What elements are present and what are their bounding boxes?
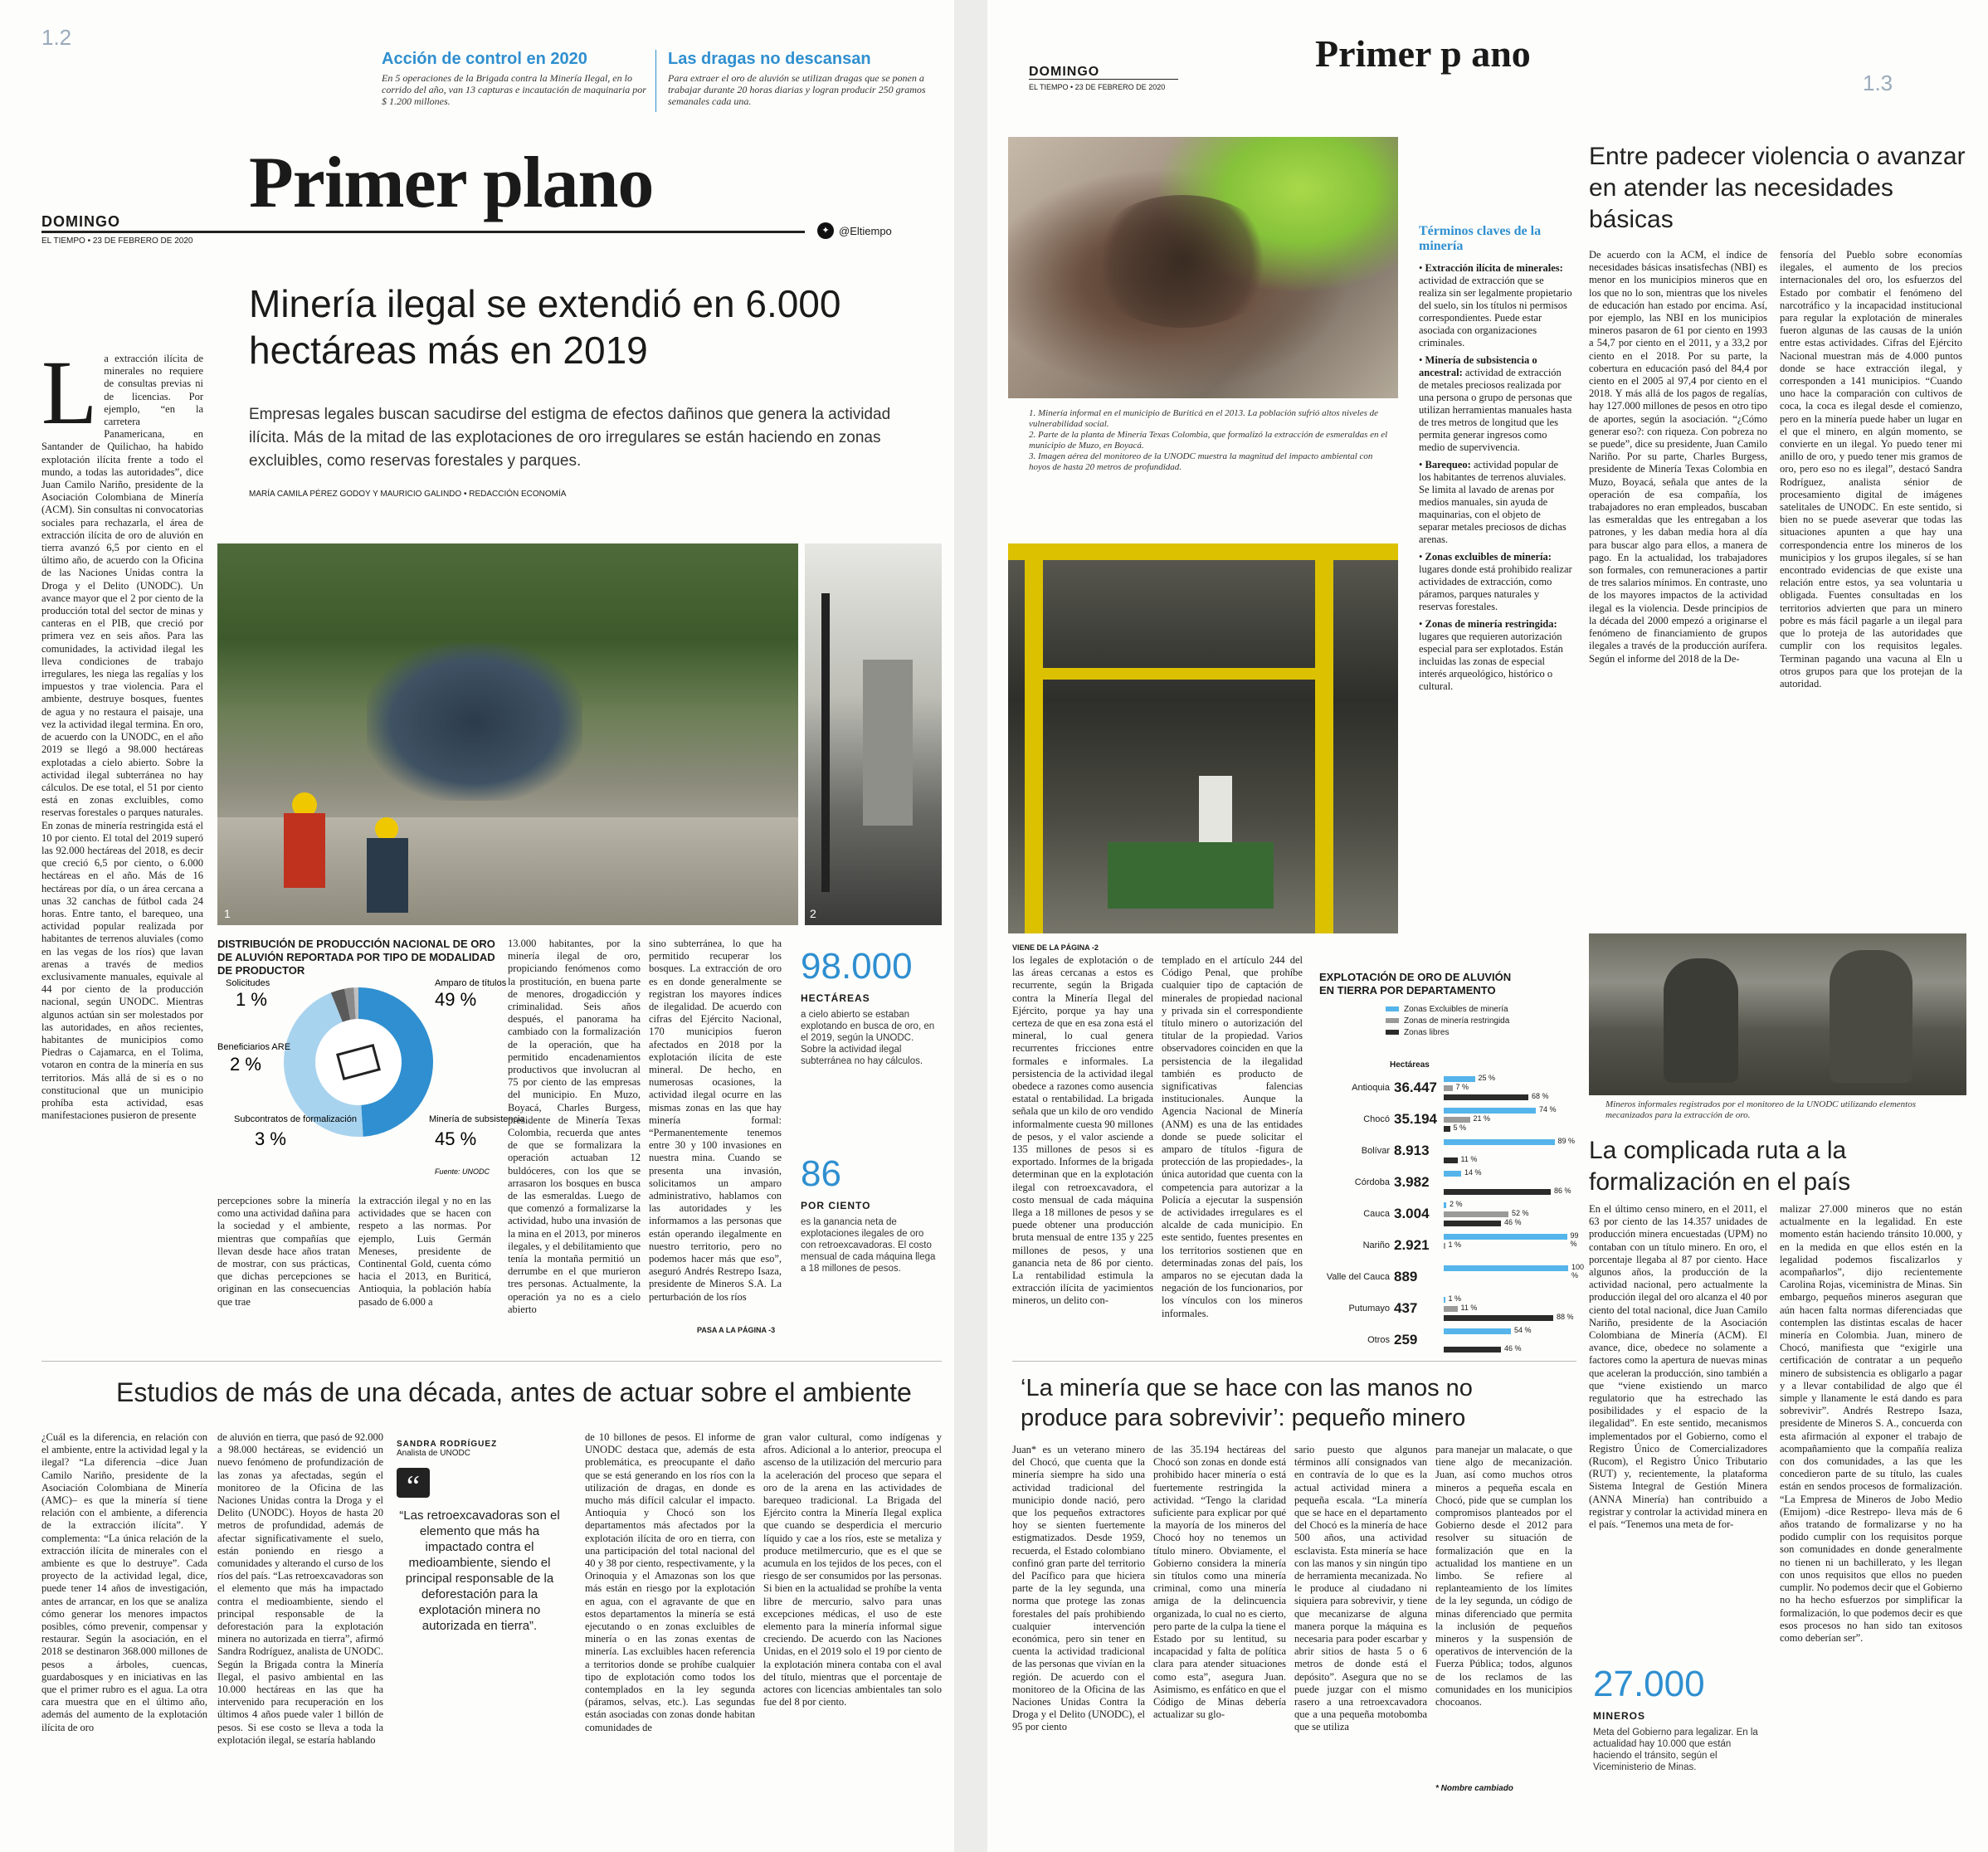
glossary-item: • Zonas de minería restringida: lugares que requieren autorización especial para ser explotados. Están incluidas las zonas de especial interés arqueológico, histórico o cultural. bbox=[1419, 618, 1563, 692]
bar-dept-label: Valle del Cauca bbox=[1326, 1272, 1390, 1282]
teaser-control[interactable] bbox=[382, 50, 647, 107]
bar-segment bbox=[1444, 1265, 1568, 1271]
quote-role: Analista de UNODC bbox=[397, 1449, 470, 1458]
bar-segment bbox=[1444, 1189, 1551, 1195]
pie-pct-amparo: 49 % bbox=[435, 989, 477, 1010]
glossary-item: • Barequeo: actividad popular de los habitantes de terrenos aluviales. Se limita al lavado de arenas por medios manuales, sin ayuda de maquinarias, con el objeto de separar metales preciosos de dichas arenas. bbox=[1419, 459, 1567, 545]
article-col5-text: sino subterránea, lo que ha permitido recuperar los bosques. La extracción de oro es en donde generalmente se registran los mayores índices de ilegalidad. De acuerdo con cifras del Ejército Nacional, 170 municipios fueron afectados en 2018 por la explotación ilícita de este mineral. De hecho, en numerosas ocasiones, la actividad ilegal ocurre en las mismas zonas en las que hay minería formal: “Permanentemente tenemos entre 30 y 100 invasiones en nuestra mina. Cuando se presenta una invasión, solicitamos un amparo administrativo, hablamos con las autoridades y les informamos a las personas que están operando ilegalmente en nuestro territorio, pero no podemos hacer más que eso”, aseguró Andrés Restrepo Isaza, presidente de Mineros S.A. La perturbación de los ríos bbox=[649, 938, 782, 1303]
bar-segment bbox=[1444, 1171, 1461, 1177]
bar-row bbox=[1319, 1231, 1579, 1265]
masthead-rule bbox=[41, 231, 805, 233]
side-col2-text: fensoría del Pueblo sobre economías ilegales, el aumento de los precios internacionales del oro, los esfuerzos del Estado por combatir el fenómeno del narcotráfico y la incapacidad institucional para regular la explotación de minerales fueron algunas de las causas de la unión entre estas actividades. Cifras del Ejército Nacional muestran más de 4.000 puntos donde se hace extracción ilegal, y corresponden a 141 municipios. “Cuando uno hace la comparación con cultivos de coca, la coca es ilegal desde el comienzo, pero en la minería puede haber un lugar en el que el minero, en algún momento, se convierte en un ilegal. Yo puedo tener mi anillo de oro, y puedo tener mis gramos de oro, pero eso no es ilegal”, destacó Sandra Rodríguez, analista sénior de procesamiento digital de imágenes satelitales de UNODC. En este sentido, si bien no se puede aseverar que todas las situaciones apunten a que hay una correspondencia entre los mineros de los municipios y los grupos ilegales, sí se han encontrado evidencias de que existe una relación entre estos, ya sea voluntaria u obligada. Fuentes consultadas en los territorios advierten que para un minero pobre es más fácil pagarle a un ilegal para que lo proteja de las autoridades que cumplir con los requisitos legales. Terminan pagando una vacuna al Eln u otros grupos para que los protejan de la autoridad. bbox=[1780, 249, 1962, 690]
photo-label-2: 2 bbox=[810, 907, 816, 920]
mid-column-1 bbox=[1012, 954, 1153, 1344]
side-col1-text: De acuerdo con la ACM, el índice de necesidades básicas insatisfechas (NBI) es menor en los municipios mineros que en los que no lo son, mientras que los niveles de educación han estado por encima. Así, por ejemplo, las NBI en los municipios mineros pasaron de 61 por ciento en 1993 a 54,7 por ciento en el 2011, y a 33,2 por ciento en el 2018. Por su parte, la cobertura en educación pasó del 84,4 por ciento en el 2005 al 97,4 por ciento en el 2018. Y más allá de los pagos de regalías, hay 127.000 millones de pesos en otro tipo de aportes, según la asociación. “¿Cómo generar eso?: con riqueza. Con pobreza no se puede”, dice su presidente, Juan Camilo Nariño. Por su parte, Charles Burgess, presidente de Minería Texas Colombia en Muzo, Boyacá, señala que antes de la operación de esa compañía, los trabajadores no eran empleados, buscaban las esmeraldas que les entregaban a los patrones, y les daban media hora al día para buscar algo para ellos, a manera de pago. En la actualidad, los trabajadores son formales, con remuneraciones a partir de tres salarios mínimos. En contraste, uno de los mayores impactos de la actividad ilegal es la violencia. Desde principios de la década del 2000 empezó a originarse el fenómeno de financiamiento de grupos ilegales a través de la producción aurífera. Según el informe del 2018 de la De- bbox=[1589, 249, 1767, 665]
bar-segment bbox=[1444, 1094, 1528, 1100]
bar-dept-label: Putumayo bbox=[1348, 1304, 1390, 1313]
quote-marks-icon: “ bbox=[397, 1468, 430, 1498]
pie-label-amparo: Amparo de títulos bbox=[435, 978, 507, 988]
photo-informal-miners bbox=[1589, 933, 1966, 1095]
teaser-dragas[interactable] bbox=[668, 50, 942, 107]
side-column-1 bbox=[1589, 249, 1767, 913]
jump-from-page-2[interactable]: VIENE DE LA PÁGINA -2 bbox=[1012, 943, 1099, 952]
legend-label: Zonas de minería restringida bbox=[1404, 1016, 1510, 1026]
pie-chart-title: DISTRIBUCIÓN DE PRODUCCIÓN NACIONAL DE ORO DE ALUVIÓN REPORTADA POR TIPO DE MODALIDAD DE PRODUCTOR bbox=[217, 938, 495, 977]
subtitle: Empresas legales buscan sacudirse del estigma de efectos dañinos que genera la actividad ilícita. Más de la mitad de las explotaciones de oro irregulares se están haciendo en zonas excluibles, como reservas forestales y parques. bbox=[249, 406, 891, 470]
bar-dept-label: Otros bbox=[1367, 1335, 1390, 1345]
bar-row bbox=[1319, 1295, 1576, 1328]
photo-mining-site bbox=[217, 543, 798, 925]
pull-quote bbox=[397, 1440, 563, 1634]
legend-item bbox=[1386, 1004, 1576, 1016]
bottom-col2-text: de aluvión en tierra, que pasó de 92.000 a 98.000 hectáreas, se evidenció un nuevo fenómeno de profundización de las zonas ya afectadas, según el monitoreo de la Oficina de las Naciones Unidas contra la Droga y el Delito (UNODC). Hoyos de hasta 20 metros de profundidad, además de afectar significativamente el suelo, están poniendo en riesgo a comunidades y alterando el curso de los ríos del país. “Las retroexcavadoras son el elemento que más ha impactado contra el medioambiente, siendo el principal responsable de la deforestación para la explotación minera no autorizada en tierra”, afirmó Sandra Rodríguez, analista de UNODC. Según la Brigada contra la Minería Ilegal, el pasivo ambiental en las 10.000 hectáreas en las que ha intervenido para recuperación en los últimos 4 años puede valer 1 billón de pesos. Si ese costo se lleva a toda la explotación ilegal, se estaría hablando bbox=[217, 1431, 383, 1746]
glossary-item: • Zonas excluibles de minería: lugares donde está prohibido realizar actividades de extracción, como páramos, parques naturales y reservas forestales. bbox=[1419, 551, 1572, 612]
bar-pct-label: 46 % bbox=[1504, 1218, 1522, 1226]
glossary-term: Extracción ilícita de minerales: bbox=[1425, 262, 1563, 274]
twitter-icon: ✦ bbox=[817, 222, 834, 239]
section-title: Primer plano bbox=[249, 143, 654, 223]
article-col4-text: 13.000 habitantes, por la minería ilegal de oro, propiciando fenómenos como la prostitución, en buena parte de menores, drogadicción y criminalidad. Seis años después, el panorama ha cambiado con la formalización de la operación, que ha permitido encadenamientos productivos que involucran al 75 por ciento de las empresas del municipio. En Muzo, Boyacá, Charles Burgess, presidente de Minería Texas Colombia, recuerda que antes de que se formalizara la operación actuaban 12 buldóceres, con los que se arrasaron los bosques en busca de las esmeraldas. Luego de que comenzó a formalizarse la actividad, hubo una invasión de la mina en el 2013, por mineros ilegales, y el debilitamiento que tenía la montaña permitió un derrumbe en el que murieron tres personas. Actualmente, la operación ya no es a cielo abierto bbox=[508, 938, 641, 1315]
article-col3-text: la extracción ilegal y no en las actividades que se hacen con respeto a las normas. Por ejemplo, Luis Germán Meneses, presidente de Continental Gold, cuenta cómo hacia el 2013, en Buriticá, Antioquia, la población había pasado de 6.000 a bbox=[358, 1195, 491, 1308]
bar-value-label: 259 bbox=[1394, 1332, 1418, 1348]
right-page-number: 1.3 bbox=[1863, 71, 1893, 95]
worker-1 bbox=[284, 813, 325, 888]
yellow-beam-top bbox=[1008, 543, 1398, 560]
bar-pct-label: 7 % bbox=[1455, 1083, 1469, 1091]
teaser-control-text: En 5 operaciones de la Brigada contra la Minería Ilegal, en lo corrido del año, van 13 capturas e incautación de maquinaria por $ 1.200 millones. bbox=[382, 72, 646, 107]
small-col2-text: de las 35.194 hectáreas del Chocó son zonas en donde está prohibido hacer minería o está fuertemente restringida la actividad. “Tengo la claridad suficiente para explicar por qué la mayoría de los mineros del Chocó hoy no tenemos un título minero. Obviamente, el Gobierno considera la minería sin títulos como una minería criminal, como una minería amiga de la delincuencia organizada, lo cual no es cierto, pero parte de la culpa la tiene el Estado por su lentitud, su incapacidad y falta de política clara para atender situaciones como esta”, asegura Juan. Asimismo, es enfático en que el Código de Minas debería actualizar su glo- bbox=[1153, 1444, 1286, 1721]
pie-chart-panel bbox=[217, 938, 525, 1187]
bar-chart-rows bbox=[1319, 1074, 1585, 1357]
bar-chart-legend bbox=[1319, 1004, 1576, 1039]
quote-text: “Las retroexcavadoras son el elemento que más ha impactado contra el medioambiente, siendo el principal responsable de la deforestación para la explotación minera no autorizada en tierra”. bbox=[399, 1508, 560, 1633]
small-column-2 bbox=[1153, 1444, 1286, 1809]
bar-pct-label: 21 % bbox=[1473, 1114, 1491, 1123]
bottom-column-3 bbox=[585, 1431, 755, 1805]
green-crates bbox=[1108, 842, 1274, 909]
miners-caption: Mineros informales registrados por el monitoreo de la UNODC utilizando elementos mecanizados para la extracción de oro. bbox=[1606, 1099, 1916, 1120]
pie-label-beneficiarios: Beneficiarios ARE bbox=[217, 1042, 291, 1052]
glossary-term: Zonas excluibles de minería: bbox=[1425, 551, 1552, 563]
glossary-item: • Minería de subsistencia o ancestral: actividad de extracción de metales preciosos realizada por una persona o grupo de personas que utilizan herramientas manuales hasta de tres metros de longitud que les permita generar ingresos como medio de supervivencia. bbox=[1419, 354, 1572, 453]
small-col3-text: sario puesto que algunos términos allí consignados van en contravía de lo que es la actual actividad minera a pequeña escala. “La minería que se hace en el departamento del Chocó es la minería de hace 500 años, una actividad esclavista. Esta minería se hace con las manos y sin ningún tipo de herramienta mecanizada. No le produce al ciudadano ni siquiera para sobrevivir, y tiene que mecanizarse de alguna manera porque la máquina es necesaria para poder escarbar y abrir sitios de hasta 5 o 6 metros de donde está el depósito”. Asegura que no se puede juzgar con el mismo rasero a una retroexcavadora que a una pequeña motobomba que se utiliza bbox=[1294, 1444, 1427, 1733]
right-page bbox=[987, 0, 1988, 1852]
mid-column-2 bbox=[1162, 954, 1303, 1344]
bar-value-label: 8.913 bbox=[1394, 1143, 1430, 1158]
yellow-beam-mid bbox=[1043, 668, 1317, 680]
bar-segment bbox=[1444, 1315, 1553, 1321]
bar-value-label: 3.004 bbox=[1394, 1206, 1430, 1221]
day-label: DOMINGO bbox=[41, 213, 120, 230]
bar-pct-label: 74 % bbox=[1539, 1105, 1557, 1114]
fact-box-mineros bbox=[1593, 1664, 1767, 1773]
bar-dept-label: Nariño bbox=[1362, 1240, 1390, 1250]
photo-aerial bbox=[1008, 137, 1398, 398]
fact-mineros-number: 27.000 bbox=[1593, 1664, 1705, 1704]
worker-2 bbox=[367, 838, 408, 913]
pie-source: Fuente: UNODC bbox=[435, 1167, 490, 1176]
right-dateline: EL TIEMPO • 23 DE FEBRERO DE 2020 bbox=[1029, 83, 1166, 91]
bar-segment bbox=[1444, 1108, 1536, 1114]
article-column-4 bbox=[508, 938, 641, 1336]
right-day-label: DOMINGO bbox=[1029, 65, 1100, 79]
mid-col2-text: templado en el artículo 244 del Código Penal, que prohíbe cualquier tipo de captación de minerales de propiedad nacional y privada sin el correspondiente título minero o autorización del titular de la propiedad. Varios observadores coinciden en que la persistencia de la ilegalidad también es producto de significativas falencias institucionales. Aunque la Agencia Nacional de Minería (ANM) es una de las entidades donde se puede solicitar el amparo de títulos -figura de protección de las propiedades-, la única autoridad que cuenta con la competencia para autorizar a la Policía a ejecutar la suspensión de actividades irregulares es el alcalde de cada municipio. En este sentido, fuentes presentes en los territorios sostienen que en determinadas zonas del país, los amparos no se ejecutan dada la negación de los funcionarios, por los vínculos con los mineros informales. bbox=[1162, 954, 1303, 1319]
quote-name: SANDRA RODRÍGUEZ bbox=[397, 1440, 498, 1449]
glossary-definition: actividad de extracción de metales preciosos realizada por una persona o grupo de personas que utilizan herramientas manuales hasta de tres metros de longitud que les permita generar ingresos como medio de supervivencia. bbox=[1419, 367, 1572, 453]
bar-pct-label: 88 % bbox=[1557, 1313, 1574, 1321]
bar-row bbox=[1319, 1075, 1576, 1108]
twitter-handle[interactable] bbox=[817, 222, 892, 239]
yellow-column-right bbox=[1315, 543, 1333, 933]
pie-pct-solicitudes: 1 % bbox=[236, 989, 267, 1010]
bar-pct-label: 54 % bbox=[1514, 1326, 1532, 1334]
teaser-divider bbox=[655, 50, 656, 112]
bar-segment bbox=[1444, 1117, 1470, 1123]
small-headline: ‘La minería que se hace con las manos no produce para sobrevivir’: pequeño minero bbox=[1021, 1375, 1473, 1431]
glossary-definition: lugares donde está prohibido realizar actividades de extracción, como páramos, parques naturales y reservas forestales. bbox=[1419, 563, 1572, 612]
fact-box-por-ciento bbox=[801, 1153, 942, 1274]
bar-segment bbox=[1444, 1211, 1508, 1217]
bar-pct-label: 89 % bbox=[1557, 1137, 1576, 1145]
teaser-control-title: Acción de control en 2020 bbox=[382, 50, 587, 68]
glossary-box bbox=[1419, 224, 1572, 698]
miner-figure-1 bbox=[1664, 958, 1738, 1083]
article-column-5 bbox=[649, 938, 782, 1323]
bar-row bbox=[1319, 1138, 1576, 1171]
bar-segment bbox=[1444, 1328, 1511, 1334]
bar-pct-label: 25 % bbox=[1478, 1074, 1496, 1082]
fact-box-hectareas bbox=[801, 946, 942, 1067]
article-col1-text: a extracción ilícita de minerales no requiere de consultas previas ni de licencias. Por ejemplo, “en la carretera Panamericana, en Santander de Quilichao, ha habido explotación ilícita frente a todo el mundo, a todas las autoridades”, dice Juan Camilo Nariño, presidente de la Asociación Colombiana de Minería (ACM). Sin consultas ni convocatorias sociales para rechazarla, el área de extracción ilícita de oro de aluvión en tierra avanzó 6,5 por ciento en el último año, de acuerdo con la Oficina de las Naciones Unidas contra la Droga y el Delito (UNODC). Un avance mayor que el 2 por ciento de la producción total del sector de minas y canteras en el PIB, que creció por primera vez en seis años. Para las comunidades, la actividad ilegal les lleva condiciones de trabajo irregulares, les niega las regalías y los impuestos y trae violencia. Para el ambiente, destruye bosques, fuentes de agua y no restaura el paisaje, una vez la actividad ilegal termina. En oro, de acuerdo con la UNODC, en el año 2019 se llegó a 98.000 hectáreas explotadas a cielo abierto. Sobre la actividad ilegal subterránea no hay cálculos. De ese total, el 51 por ciento está en zonas excluibles, como reservas forestales o parques naturales. En zonas de minería restringida está el 10 por ciento. El total del 2019 superó las 92.000 hectáreas del 2018, es decir que creció 6,5 por ciento, o 6.000 hectáreas en el año. Más de 16 hectáreas por día, o un área cercana a unas 32 canchas de fútbol cada 24 horas. Entre tanto, el barequeo, una actividad popular realizada por habitantes de terrenos aluviales (como en las vegas de los ríos) que lavan arenas a través de medios exclusivamente manuales, equivale al 44 por ciento de la producción nacional, según UNODC. Mientras algunos actúan sin ser molestados por las autoridades, en años recientes, habitantes de municipios como Piedras o Cajamarca, en el Tolima, votaron en contra de la minería en sus territorios. Más allá de si es o no constitucional que un municipio prohíba esta actividad, esas manifestaciones pusieron de presente bbox=[41, 353, 203, 1122]
bar-pct-label: 11 % bbox=[1460, 1304, 1478, 1312]
fact-mineros-title: MINEROS bbox=[1593, 1710, 1646, 1722]
article-column-3 bbox=[358, 1195, 491, 1336]
bar-dept-label: Cauca bbox=[1363, 1209, 1390, 1219]
article-column-1 bbox=[41, 342, 203, 1340]
dateline: EL TIEMPO • 23 DE FEBRERO DE 2020 bbox=[41, 236, 193, 246]
small-col4-text: para manejar un malacate, o que tiene algo de mecanización. Juan, así como muchos otros mineros a pequeña escala en Chocó, pide que se cumplan los compromisos planteados por el Gobierno desde el 2012 para resolver su situación de formalización que en la actualidad los mantiene en un limbo. Se refiere al replanteamiento de los límites de la ley segunda, un código de minas diferenciado que permita la inclusión de pequeños mineros y la suspensión de operativos de intervención de la Fuerza Pública; todos, algunos de los reclamos de las comunidades en los municipios chocoanos. bbox=[1435, 1444, 1572, 1708]
bar-pct-label: 11 % bbox=[1460, 1155, 1478, 1163]
bottom-column-1 bbox=[41, 1431, 207, 1805]
teaser-dragas-text: Para extraer el oro de aluvión se utilizan dragas que se ponen a trabajar durante 20 horas diarias y logran producir 250 gramos semanales cada una. bbox=[668, 72, 926, 107]
bar-value-label: 35.194 bbox=[1394, 1111, 1437, 1127]
fact-hectareas-title: HECTÁREAS bbox=[801, 992, 870, 1004]
bar-segment bbox=[1444, 1076, 1475, 1082]
bar-value-label: 2.921 bbox=[1394, 1237, 1430, 1253]
teaser-dragas-title: Las dragas no descansan bbox=[668, 50, 871, 68]
bar-pct-label: 1 % bbox=[1448, 1240, 1462, 1249]
right-section-title: Primer p ano bbox=[1315, 32, 1531, 75]
formal-col1-text: En el último censo minero, en el 2011, el 63 por ciento de las 14.357 unidades de producción minera encuestadas (UPM) no contaban con un título minero. En oro, el porcentaje llegaba al 87 por ciento. Hace algunos años, la producción de la actividad nacional, pero actualmente la producción ilegal del oro alcanza el 40 por ciento del total nacional, dice Juan Camilo Nariño, presidente de la Asociación Colombiana de Minería (ACM). El avance, dice, obedece no solamente a factores como la apertura de nuevas minas que aceleran la producción, sino también a que “viene existiendo un marco regulatorio que ha estrechado las posibilidades y el espacio de la ilegalidad”. En este sentido, mecanismos implementados por el Gobierno, como el Registro Único de Comercializadores (Rucom), el Registro Único Tributario (RUT) y, recientemente, la plataforma Sistema Integral de Gestión Minera (ANNA Minería) han contribuido a registrar y controlar la actividad minera en el país. “Tenemos una meta de for- bbox=[1589, 1203, 1767, 1531]
small-article-rule bbox=[1012, 1361, 1576, 1362]
bar-pct-label: 14 % bbox=[1464, 1168, 1482, 1177]
photo-label-1: 1 bbox=[224, 907, 231, 920]
formal-headline: La complicada ruta a la formalización en el país bbox=[1589, 1137, 1851, 1196]
right-masthead-rule bbox=[1029, 79, 1178, 80]
pie-pct-subsistencia: 45 % bbox=[435, 1128, 477, 1149]
footnote: * Nombre cambiado bbox=[1435, 1784, 1513, 1793]
article-column-2 bbox=[217, 1195, 350, 1336]
bottom-col1-text: ¿Cuál es la diferencia, en relación con el ambiente, entre la actividad legal y la ilegal? “La diferencia –dice Juan Camilo Nariño, presidente de la Asociación Colombiana de Minería (AMC)– es que la minería sí tiene relación con el ambiente, a diferencia de la extracción ilícita”. Y complementa: “La única relación de la extracción ilícita de minerales con el ambiente es que lo destruye”. Cada proyecto de la actividad legal, dice, puede tener 14 años de investigación, antes de arrancar, en los que se analiza cómo generar los menores impactos posibles, cómo prevenir, compensar y restaurar. Según la asociación, en el 2018 se destinaron 368.000 millones de pesos a árboles, cuencas, guardabosques y en iniciativas en las que el primer rubro es el agua. La otra cara muestra que en el último año, además del aumento de la explotación ilícita de oro bbox=[41, 1431, 207, 1733]
bar-dept-label: Chocó bbox=[1363, 1114, 1390, 1124]
formal-col2-text: malizar 27.000 mineros que no están actualmente en la legalidad. En este momento están haciendo tránsito 10.000, y en la medida en que ellos estén en la legalidad podemos fiscalizarlos y acompañarlos”, dijo recientemente Carolina Rojas, viceministra de Minas. Sin embargo, pequeños mineros aseguran que aún hacen falta normas diferenciadas que contemplen las distintas escalas de hacer minería en Colombia. Juan, minero de Chocó, manifiesta que “exigirle una certificación de contratar a un pequeño minero de subsistencia es obligarlo a pagar y a llevar contabilidad de algo que él simple y llanamente le está dando es para sobrevivir”. Andrés Restrepo Isaza, presidente de Mineros S. A., concuerda con esta afirmación al exponer el trabajo de acompañamiento que la compañía realiza con dos comunidades, a las que les concedieron parte de su título, las cuales están en sendos procesos de formalización. “La Empresa de Mineros de Jobo Medio (Emijom) -dice Restrepo- lleva más de 6 años tratando de formalizarse y no ha podido cumplir con los requisitos porque son comunidades en donde generalmente no tienen ni un bachillerato, y les llegan con unos requisitos que ellos no pueden cumplir. No podemos decir que el Gobierno no ha hecho esfuerzos por simplificar la formalización, lo que podemos decir es que esos procesos no han sido tan exitosos como deberían ser”. bbox=[1780, 1203, 1962, 1644]
small-column-1 bbox=[1012, 1444, 1145, 1809]
fact-por-ciento-number: 86 bbox=[801, 1153, 841, 1194]
bar-segment bbox=[1444, 1158, 1458, 1163]
bar-segment bbox=[1444, 1243, 1445, 1249]
legend-label: Zonas Excluibles de minería bbox=[1404, 1005, 1508, 1014]
byline: MARÍA CAMILA PÉREZ GODOY Y MAURICIO GALINDO • REDACCIÓN ECONOMÍA bbox=[249, 490, 567, 499]
glossary-title: Términos claves de la minería bbox=[1419, 224, 1542, 253]
pie-pct-subcontratos: 3 % bbox=[255, 1128, 286, 1149]
bar-segment bbox=[1444, 1139, 1555, 1145]
legend-swatch bbox=[1386, 1018, 1399, 1023]
tarp-shape bbox=[367, 643, 582, 801]
yellow-column-left bbox=[1025, 543, 1043, 933]
small-col1-text: Juan* es un veterano minero del Chocó, que cuenta que la minería siempre ha sido una actividad tradicional del municipio donde nació, pero que los pequeños extractores hoy se sienten fuertemente estigmatizados. Desde 1959, recuerda, el Estado colombiano confinó gran parte del territorio del Pacífico para que hiciera parte de la ley segunda, una norma que protege las zonas forestales del país prohibiendo cualquier intervención económica, pero sin tener en cuenta la actividad tradicional de las personas que vivían en la región. De acuerdo con el monitoreo de la Oficina de las Naciones Unidas Contra la Droga y el Delito (UNODC), el 95 por ciento bbox=[1012, 1444, 1145, 1733]
bar-row bbox=[1319, 1169, 1576, 1202]
legend-item bbox=[1386, 1016, 1576, 1027]
left-page-number: 1.2 bbox=[41, 25, 72, 50]
fact-por-ciento-title: POR CIENTO bbox=[801, 1200, 871, 1211]
glossary-list bbox=[1419, 262, 1572, 693]
bottom-rule bbox=[41, 1361, 942, 1362]
bar-row bbox=[1319, 1201, 1576, 1234]
pie-label-subsistencia: Minería de subsistencia bbox=[429, 1114, 525, 1124]
article-col2-text: percepciones sobre la minería como una actividad dañina para la sociedad y el ambiente, mientras que compañías que llevan desde hace años tratan de mostrar, con sus prácticas, que dichas percepciones se originan en las consecuencias que trae bbox=[217, 1195, 350, 1308]
bar-pct-label: 86 % bbox=[1554, 1187, 1571, 1195]
bar-dept-label: Córdoba bbox=[1354, 1177, 1390, 1187]
photo-captions bbox=[1029, 408, 1394, 473]
glossary-definition: actividad de extracción que se realiza sin ser legalmente propietario del suelo, sin los títulos ni permisos correspondientes. Puede estar asociada con organizaciones criminales. bbox=[1419, 275, 1572, 348]
pie-label-subcontratos: Subcontratos de formalización bbox=[234, 1114, 357, 1124]
bar-value-label: 437 bbox=[1394, 1300, 1418, 1316]
glossary-term: Zonas de minería restringida: bbox=[1425, 618, 1557, 630]
plant-pipe bbox=[821, 593, 830, 892]
crater bbox=[1087, 195, 1278, 328]
bar-segment bbox=[1444, 1221, 1501, 1226]
legend-swatch bbox=[1386, 1006, 1399, 1011]
plant-machine bbox=[863, 660, 913, 826]
bar-row bbox=[1319, 1106, 1576, 1139]
fact-por-ciento-text: es la ganancia neta de explotaciones ilegales de oro con retroexcavadoras. El costo mensual de cada máquina llega a 18 millones de pesos. bbox=[801, 1217, 936, 1274]
bar-pct-label: 99 % bbox=[1570, 1231, 1579, 1248]
bottom-column-4 bbox=[763, 1431, 942, 1805]
glossary-definition: lugares que requieren autorización especial para ser explotados. Están incluidas las zonas de especial interés arqueológico, histórico o cultural. bbox=[1419, 631, 1563, 692]
bar-segment bbox=[1444, 1085, 1453, 1091]
legend-item bbox=[1386, 1027, 1576, 1039]
headline: Minería ilegal se extendió en 6.000 hectáreas más en 2019 bbox=[249, 282, 841, 372]
bar-row bbox=[1319, 1263, 1585, 1297]
bar-segment bbox=[1444, 1126, 1450, 1132]
left-page bbox=[0, 0, 954, 1852]
page-gutter bbox=[954, 0, 987, 1852]
bar-pct-label: 46 % bbox=[1504, 1344, 1522, 1352]
pie-chart-svg bbox=[217, 971, 525, 1178]
twitter-handle-text: @Eltiempo bbox=[839, 224, 892, 237]
mid-col1-text: los legales de explotación o de las áreas cercanas a estos es recurrente, según la Brigada contra la Minería Ilegal del Ejército, porque ya hay una certeza de que en esa zona está el mineral, lo cual genera recurrentes fricciones entre formales e informales. La persistencia de la actividad ilegal obedece a razones como ausencia estatal o rentabilidad. La brigada señala que un kilo de oro vendido informalmente cuesta 90 millones de pesos, y el valor asciende a 135 millones de pesos si es exportado. Informes de la brigada determinan que en la explotación ilegal con retroexcavadora, el costo mensual de cada máquina llega a 18 millones de pesos y se puede obtener una producción bruta mensual de entre 135 y 225 millones de pesos, y una ganancia neta de 86 por ciento. La rentabilidad estimula la extracción ilícita de yacimientos mineros, un delito con- bbox=[1012, 954, 1153, 1307]
bar-segment bbox=[1444, 1202, 1446, 1208]
photo-plant-muzo bbox=[1008, 543, 1398, 933]
dropcap: L bbox=[41, 342, 98, 443]
bottom-col4-text: gran valor cultural, como indígenas y afros. Adicional a lo anterior, preocupa el ascenso de la utilización del mercurio para la aceleración del proceso que separa el oro de la arena en las actividades de barequeo tradicional. La Brigada del Ejército contra la Minería Ilegal explica que cuando se desperdicia el mercurio líquido y cae a los ríos, este se metaliza y produce metilmercurio, que es el que se acumula en los tejidos de los peces, con el riesgo de ser consumidos por las personas. Si bien en la actualidad se prohíbe la venta libre de mercurio, salvo para unas excepciones médicas, el uso de este elemento para la minería informal sigue creciendo. De acuerdo con las Naciones Unidas, en el 2019 solo el 19 por ciento de la explotación minera contaba con el aval del título, mientras que el porcentaje de actores con licencias ambientales tan solo fue del 8 por ciento. bbox=[763, 1431, 942, 1708]
legend-label: Zonas libres bbox=[1404, 1028, 1450, 1037]
caption-2: 2. Parte de la planta de Minería Texas Colombia, que formalizó la extracción de esmeraldas en el municipio de Muzo, en Boyacá. bbox=[1029, 430, 1388, 451]
glossary-item: • Extracción ilícita de minerales: actividad de extracción que se realiza sin ser legalmente propietario del suelo, sin los títulos ni permisos correspondientes. Puede estar asociada con organizaciones criminales. bbox=[1419, 262, 1572, 348]
bottom-column-2 bbox=[217, 1431, 383, 1805]
pie-pct-beneficiarios: 2 % bbox=[230, 1054, 261, 1075]
small-column-4 bbox=[1435, 1444, 1572, 1776]
photo-plant bbox=[805, 543, 942, 925]
bottom-headline: Estudios de más de una década, antes de actuar sobre el ambiente bbox=[116, 1377, 912, 1407]
caption-3: 3. Imagen aérea del monitoreo de la UNODC muestra la magnitud del impacto ambiental con hoyos de hasta 20 metros de profundidad. bbox=[1029, 451, 1373, 472]
formal-column-2 bbox=[1780, 1203, 1962, 1809]
miner-figure-2 bbox=[1830, 950, 1912, 1083]
bar-pct-label: 1 % bbox=[1448, 1294, 1462, 1303]
bar-chart-unit: Hectáreas bbox=[1390, 1060, 1430, 1070]
fact-hectareas-text: a cielo abierto se estaban explotando en busca de oro, en el 2019, según la UNODC. Sobre la actividad ilegal subterránea no hay cálculos. bbox=[801, 1010, 935, 1066]
caption-1: 1. Minería informal en el municipio de Buriticá en el 2013. La población sufrió altos niveles de vulnerabilidad social. bbox=[1029, 408, 1379, 429]
fact-mineros-text: Meta del Gobierno para legalizar. En la actualidad hay 10.000 que están haciendo el tránsito, según el Viceministerio de Minas. bbox=[1593, 1728, 1758, 1772]
bar-chart-title: EXPLOTACIÓN DE ORO DE ALUVIÓN EN TIERRA POR DEPARTAMENTO bbox=[1319, 971, 1512, 997]
small-column-3 bbox=[1294, 1444, 1427, 1809]
bar-dept-label: Bolívar bbox=[1361, 1146, 1390, 1156]
bar-pct-label: 68 % bbox=[1532, 1092, 1549, 1100]
fact-hectareas-number: 98.000 bbox=[801, 946, 913, 987]
bar-value-label: 889 bbox=[1394, 1269, 1418, 1284]
side-column-2 bbox=[1780, 249, 1962, 913]
glossary-definition: actividad popular de los habitantes de terrenos aluviales. Se limita al lavado de arenas por medios manuales, sin ayuda de maquinarias, con el objeto de separar metales preciosos de dichas arenas. bbox=[1419, 459, 1567, 545]
bar-chart-panel bbox=[1319, 971, 1585, 1361]
bar-segment bbox=[1444, 1234, 1567, 1240]
bar-pct-label: 5 % bbox=[1453, 1123, 1467, 1132]
bar-segment bbox=[1444, 1347, 1501, 1352]
pie-label-solicitudes: Solicitudes bbox=[226, 978, 270, 988]
helmet-2 bbox=[375, 817, 398, 841]
bar-pct-label: 52 % bbox=[1512, 1209, 1529, 1217]
bar-row bbox=[1319, 1327, 1576, 1360]
bottom-col3-text: de 10 billones de pesos. El informe de UNODC destaca que, además de esta problemática, es preocupante el daño que se está generando en los ríos con la utilización de dragas, en donde es mucho más difícil calcular el impacto. Antioquia y Chocó son los departamentos más afectados por la explotación ilícita de oro en tierra, con una participación del total nacional del 40 y 38 por ciento, respectivamente, y la Orinoquia y el Amazonas son los que más están en riesgo por la explotación en agua, con el agravante de que en estos departamentos la minería se está ejecutando o en zonas excluibles de minería o en las zonas exentas de minería. Las excluibles hacen referencia a territorios donde se prohíbe cualquier tipo de explotación como todos los contemplados en la ley segunda (páramos, selvas, etc.). Las segundas están asociadas con zonas donde habitan comunidades de bbox=[585, 1431, 755, 1733]
glossary-term: Minería de subsistencia o ancestral: bbox=[1419, 354, 1537, 378]
bar-dept-label: Antioquia bbox=[1352, 1083, 1390, 1093]
side-headline: Entre padecer violencia o avanzar en atender las necesidades básicas bbox=[1589, 143, 1966, 233]
bar-value-label: 36.447 bbox=[1394, 1080, 1437, 1095]
bar-value-label: 3.982 bbox=[1394, 1174, 1430, 1190]
bar-segment bbox=[1444, 1297, 1445, 1303]
bar-pct-label: 2 % bbox=[1450, 1200, 1463, 1208]
bar-segment bbox=[1444, 1306, 1458, 1312]
bar-pct-label: 100 % bbox=[1571, 1263, 1585, 1279]
jump-to-page-3[interactable]: PASA A LA PÁGINA -3 bbox=[697, 1326, 776, 1334]
legend-swatch bbox=[1386, 1030, 1399, 1035]
formal-column-1 bbox=[1589, 1203, 1767, 1651]
glossary-term: Barequeo: bbox=[1425, 459, 1471, 470]
